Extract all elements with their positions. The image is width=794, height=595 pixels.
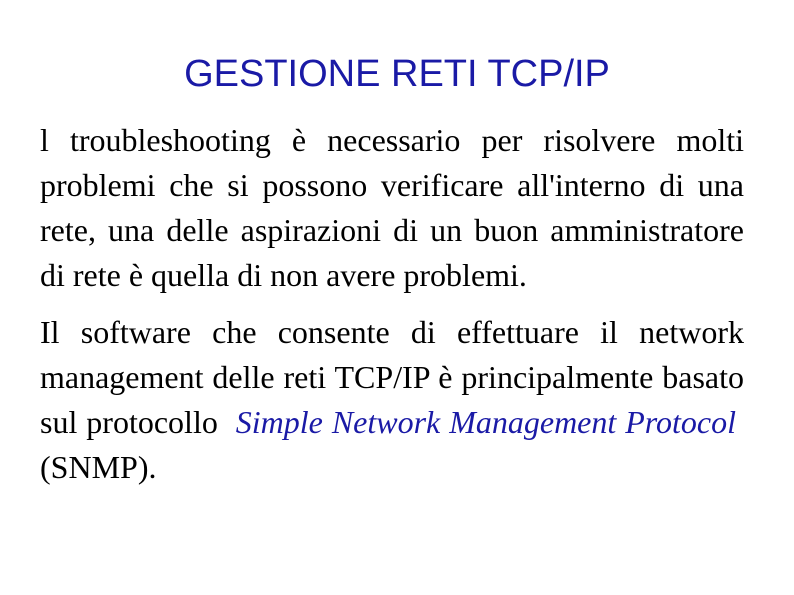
paragraph-snmp-intro: Il software che consente di effettuare il network management delle reti TCP/IP è principalmente basato sul protocollo [40, 314, 744, 440]
protocol-acronym: (SNMP). [40, 449, 157, 485]
slide-title: GESTIONE RETI TCP/IP [184, 53, 610, 95]
protocol-name: Simple Network Management Protocol [235, 404, 737, 440]
paragraph-troubleshooting: l troubleshooting è necessario per risolvere molti problemi che si possono verificare all'interno di una rete, una delle aspirazioni di un buon amministratore di rete è quella di non avere problemi. [40, 122, 744, 293]
slide-body [40, 118, 744, 490]
paragraph-snmp [40, 310, 744, 490]
